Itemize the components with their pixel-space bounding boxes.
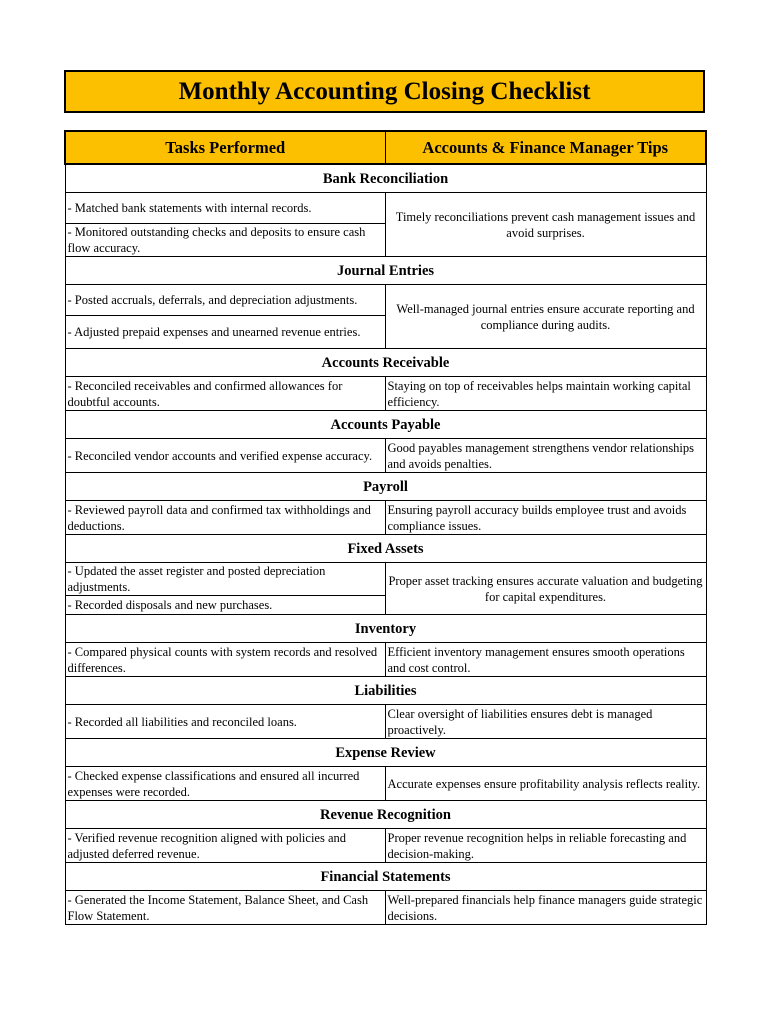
section-header-bank-reconciliation [65,164,706,193]
tip-cell: Staying on top of receivables helps maintain working capital efficiency. [385,377,706,411]
section-header-journal-entries [65,257,706,285]
task-cell: - Matched bank statements with internal records. [65,193,385,224]
task-cell: - Posted accruals, deferrals, and depreciation adjustments. [65,285,385,316]
section-header-expense-review [65,739,706,767]
checklist-table [64,130,707,925]
task-cell: - Reconciled receivables and confirmed allowances for doubtful accounts. [65,377,385,411]
table-row [65,285,706,316]
tip-cell: Proper asset tracking ensures accurate valuation and budgeting for capital expenditures. [385,563,706,615]
table-row [65,891,706,925]
tip-cell: Clear oversight of liabilities ensures debt is managed proactively. [385,705,706,739]
section-header-liabilities [65,677,706,705]
table-row [65,643,706,677]
section-title: Payroll [65,473,706,501]
section-header-inventory [65,615,706,643]
task-cell: - Adjusted prepaid expenses and unearned revenue entries. [65,316,385,349]
section-title: Revenue Recognition [65,801,706,829]
tip-cell: Well-prepared financials help finance managers guide strategic decisions. [385,891,706,925]
section-title: Accounts Payable [65,411,706,439]
section-title: Inventory [65,615,706,643]
tip-cell: Accurate expenses ensure profitability analysis reflects reality. [385,767,706,801]
task-cell: - Monitored outstanding checks and deposits to ensure cash flow accuracy. [65,224,385,257]
tip-cell: Proper revenue recognition helps in reliable forecasting and decision-making. [385,829,706,863]
section-header-accounts-payable [65,411,706,439]
table-header-row [65,131,706,164]
section-header-revenue-recognition [65,801,706,829]
section-header-fixed-assets [65,535,706,563]
task-cell: - Recorded all liabilities and reconciled loans. [65,705,385,739]
tip-cell: Well-managed journal entries ensure accurate reporting and compliance during audits. [385,285,706,349]
task-cell: - Reconciled vendor accounts and verified expense accuracy. [65,439,385,473]
table-row [65,829,706,863]
section-title: Bank Reconciliation [65,164,706,193]
table-row [65,563,706,596]
section-title: Journal Entries [65,257,706,285]
table-row [65,501,706,535]
task-cell: - Compared physical counts with system records and resolved differences. [65,643,385,677]
task-cell: - Updated the asset register and posted depreciation adjustments. [65,563,385,596]
column-header-tasks: Tasks Performed [65,131,385,164]
section-title: Fixed Assets [65,535,706,563]
section-title: Financial Statements [65,863,706,891]
table-row [65,705,706,739]
section-header-accounts-receivable [65,349,706,377]
table-row [65,439,706,473]
section-title: Accounts Receivable [65,349,706,377]
task-cell: - Generated the Income Statement, Balance Sheet, and Cash Flow Statement. [65,891,385,925]
column-header-tips: Accounts & Finance Manager Tips [385,131,706,164]
task-cell: - Reviewed payroll data and confirmed tax withholdings and deductions. [65,501,385,535]
tip-cell: Efficient inventory management ensures smooth operations and cost control. [385,643,706,677]
tip-cell: Good payables management strengthens vendor relationships and avoids penalties. [385,439,706,473]
task-cell: - Checked expense classifications and ensured all incurred expenses were recorded. [65,767,385,801]
page-title: Monthly Accounting Closing Checklist [64,70,705,113]
tip-cell: Ensuring payroll accuracy builds employee trust and avoids compliance issues. [385,501,706,535]
table-row [65,767,706,801]
section-title: Expense Review [65,739,706,767]
tip-cell: Timely reconciliations prevent cash management issues and avoid surprises. [385,193,706,257]
task-cell: - Recorded disposals and new purchases. [65,596,385,615]
table-row [65,377,706,411]
section-title: Liabilities [65,677,706,705]
section-header-payroll [65,473,706,501]
section-header-financial-statements [65,863,706,891]
task-cell: - Verified revenue recognition aligned with policies and adjusted deferred revenue. [65,829,385,863]
table-row [65,193,706,224]
